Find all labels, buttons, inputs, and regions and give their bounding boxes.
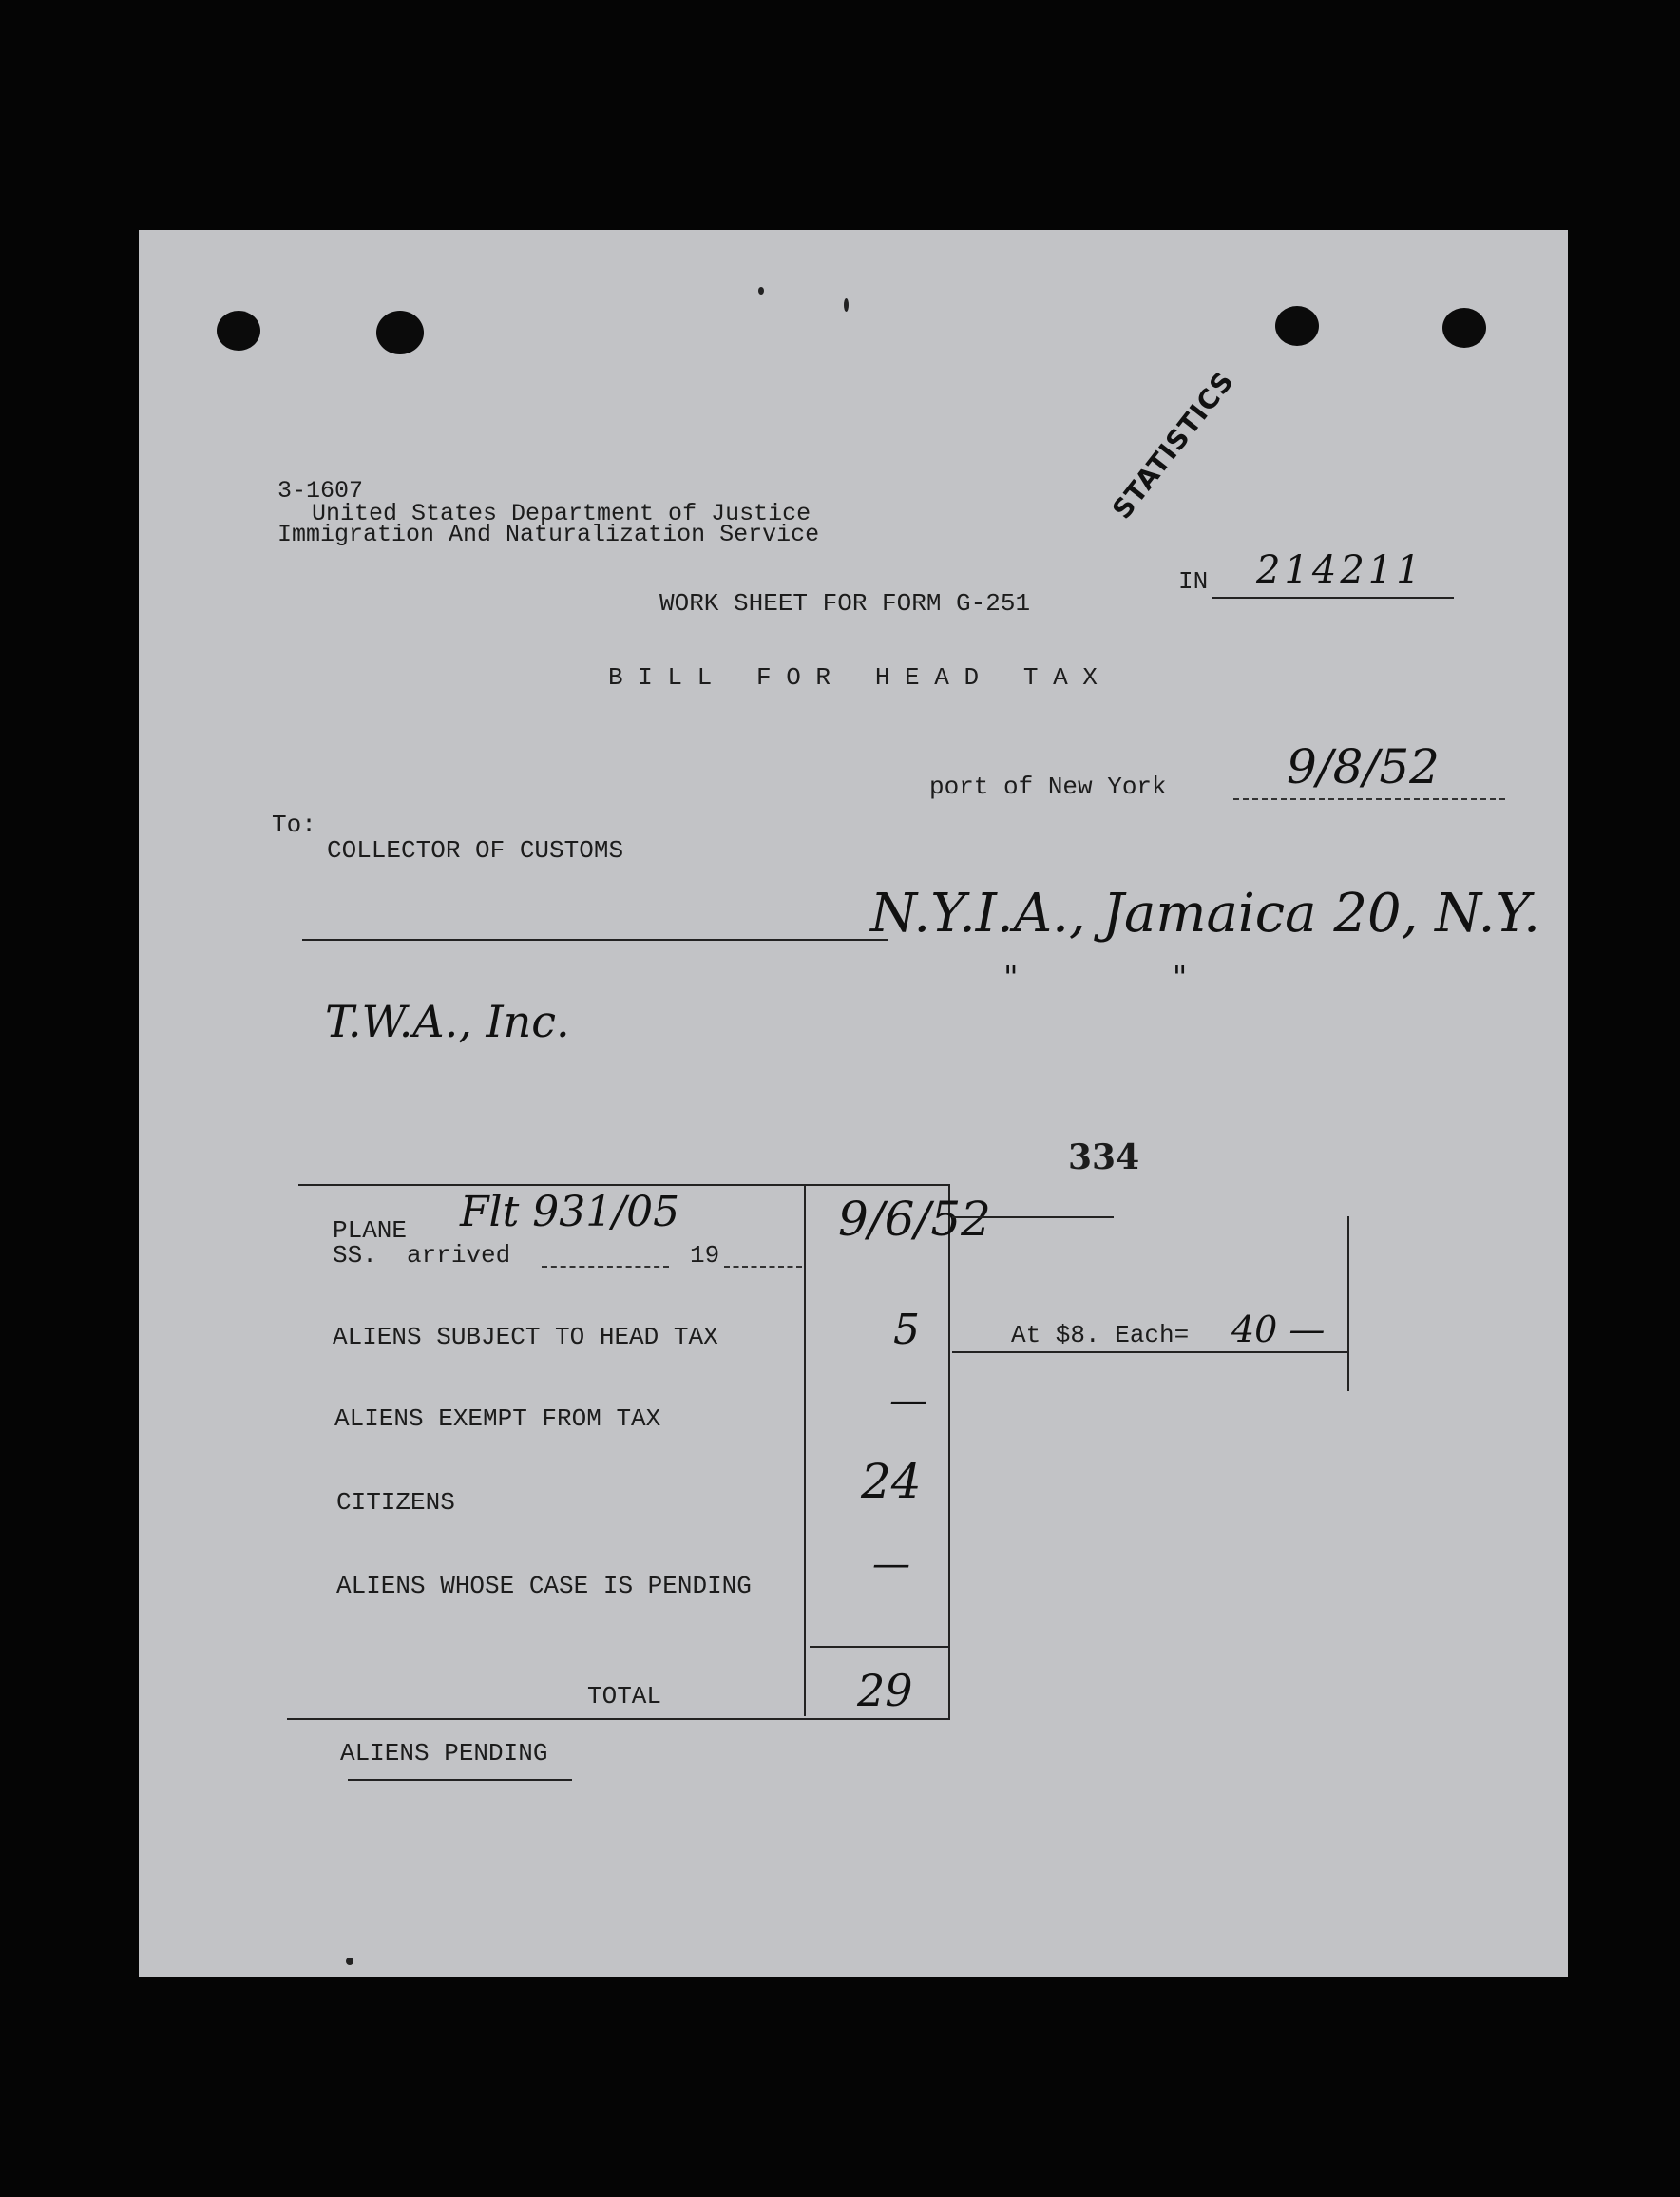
arrived-line bbox=[542, 1266, 669, 1268]
total-label: TOTAL bbox=[587, 1682, 662, 1710]
arrival-date: 9/6/52 bbox=[838, 1192, 991, 1247]
speck bbox=[844, 298, 849, 312]
rate-box-right bbox=[1347, 1216, 1349, 1391]
department-name: United States Department of Justice bbox=[312, 500, 811, 527]
rate-box-bottom bbox=[952, 1351, 1349, 1353]
year-line bbox=[724, 1266, 802, 1268]
rate-label: At $8. Each= bbox=[1011, 1321, 1190, 1349]
bill-title: B I L L F O R H E A D T A X bbox=[608, 663, 1098, 692]
worksheet-title: WORK SHEET FOR FORM G-251 bbox=[659, 589, 1031, 618]
aliens-pending-label: ALIENS PENDING bbox=[340, 1739, 548, 1767]
total-value: 29 bbox=[857, 1665, 913, 1716]
row-label-pending: ALIENS WHOSE CASE IS PENDING bbox=[336, 1572, 752, 1600]
rate-total: 40 — bbox=[1231, 1309, 1326, 1350]
location-handwritten: N.Y.I.A., Jamaica 20, N.Y. bbox=[870, 883, 1540, 945]
ss-label: SS. arrived bbox=[333, 1241, 511, 1270]
row-value-subject: 5 bbox=[893, 1306, 920, 1354]
carrier-name: T.W.A., Inc. bbox=[325, 996, 570, 1047]
table-bottom-rule bbox=[287, 1718, 950, 1720]
statistics-stamp: STATISTICS bbox=[1106, 365, 1241, 525]
in-label: IN bbox=[1178, 567, 1209, 596]
row-label-exempt: ALIENS EXEMPT FROM TAX bbox=[334, 1404, 661, 1433]
in-number: 214211 bbox=[1256, 548, 1424, 592]
address-line bbox=[302, 939, 888, 941]
punch-hole bbox=[376, 311, 424, 354]
port-date-line bbox=[1233, 798, 1505, 800]
speck bbox=[346, 1958, 353, 1965]
addressee: COLLECTOR OF CUSTOMS bbox=[327, 836, 624, 865]
ditto-marks: " " bbox=[1003, 959, 1188, 997]
date-underline bbox=[952, 1216, 1114, 1218]
serial-number: 334 bbox=[1068, 1137, 1140, 1177]
document-sheet bbox=[139, 230, 1568, 1977]
table-divider bbox=[804, 1184, 806, 1716]
service-name: Immigration And Naturalization Service bbox=[277, 521, 820, 548]
row-label-citizens: CITIZENS bbox=[336, 1488, 455, 1517]
table-right-border bbox=[948, 1184, 950, 1720]
row-value-citizens: 24 bbox=[861, 1454, 922, 1509]
punch-hole bbox=[1442, 308, 1486, 348]
plane-value: Flt 931/05 bbox=[460, 1188, 680, 1236]
port-label: port of New York bbox=[929, 773, 1167, 801]
row-value-pending: — bbox=[872, 1542, 910, 1586]
plane-label: PLANE bbox=[333, 1216, 408, 1245]
port-date: 9/8/52 bbox=[1287, 739, 1440, 794]
in-underline bbox=[1212, 597, 1454, 599]
table-top-rule bbox=[298, 1184, 948, 1186]
value-column-rule bbox=[810, 1646, 948, 1648]
speck bbox=[758, 287, 764, 295]
row-label-subject: ALIENS SUBJECT TO HEAD TAX bbox=[333, 1323, 718, 1351]
row-value-exempt: — bbox=[889, 1379, 927, 1423]
punch-hole bbox=[1275, 306, 1319, 346]
punch-hole bbox=[217, 311, 260, 351]
to-label: To: bbox=[272, 811, 316, 839]
aliens-pending-underline bbox=[348, 1779, 572, 1781]
form-number: 3-1607 bbox=[277, 477, 364, 505]
year-prefix: 19 bbox=[690, 1241, 720, 1270]
